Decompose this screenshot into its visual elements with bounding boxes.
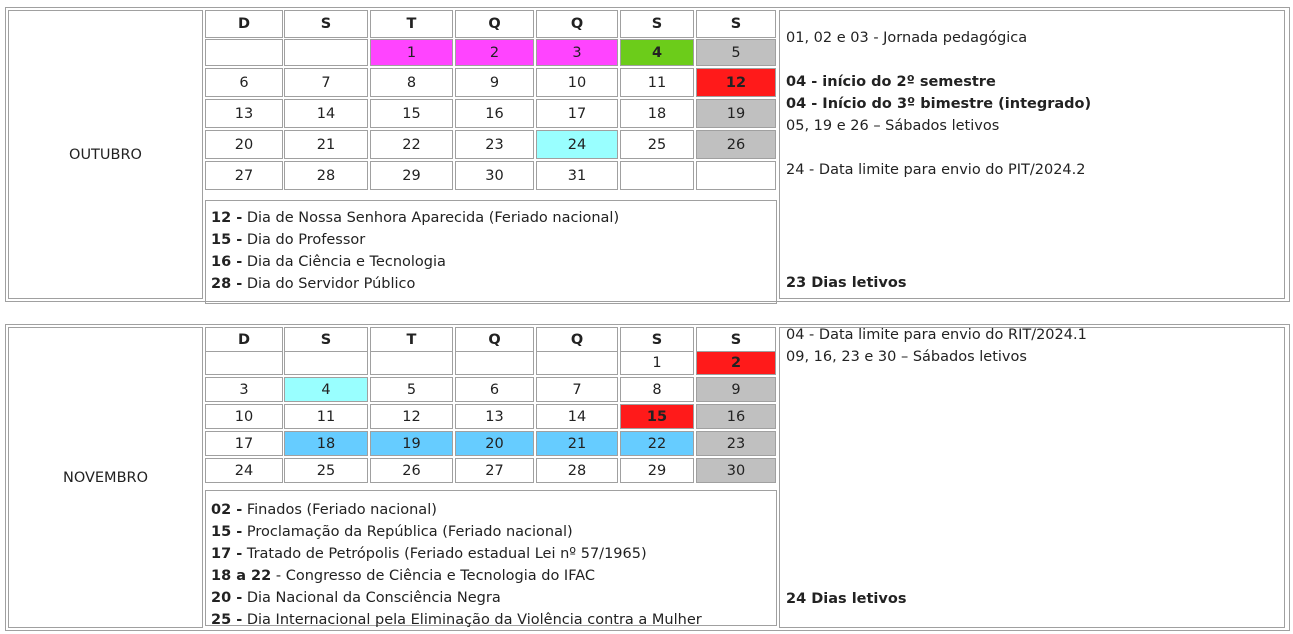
month-name: NOVEMBRO [62,469,149,486]
calendar-day: 23 [696,431,776,456]
legend-text: Tratado de Petrópolis (Feriado estadual Lei nº 57/1965) [242,546,647,562]
month-name: OUTUBRO [69,146,142,163]
note-item: 04 - início do 2º semestre [786,74,996,90]
calendar-day [370,351,453,375]
legend-date: 15 - [211,232,243,248]
calendar-day: 22 [370,130,453,159]
legend-date: 12 - [211,210,243,226]
calendar-day [536,351,618,375]
legend-item [211,565,776,587]
calendar-day: 30 [455,161,534,190]
legend-date: 02 - [211,502,243,518]
calendar-day: 8 [370,68,453,97]
calendar-day: 14 [284,99,368,128]
legend-date: 15 - [211,524,243,540]
weekday-header: D [205,10,283,38]
calendar-day: 28 [536,458,618,483]
calendar-day [696,161,776,190]
legend-text: Dia da Ciência e Tecnologia [242,254,446,270]
calendar-day: 29 [370,161,453,190]
legend-item [211,251,776,273]
calendar-day: 5 [696,39,776,66]
calendar-day: 2 [696,351,776,375]
calendar-day: 31 [536,161,618,190]
calendar-day: 16 [696,404,776,429]
calendar-day: 29 [620,458,694,483]
calendar-day: 11 [620,68,694,97]
legend-date: 28 - [211,276,243,292]
legend-item [211,499,776,521]
note-item [786,49,1091,71]
note-item: 04 - Início do 3º bimestre (integrado) [786,96,1092,112]
weekday-header: S [284,327,368,352]
note-item: 04 - Data limite para envio do RIT/2024.1 [786,327,1087,343]
weekday-header: Q [536,327,618,352]
calendar-day: 6 [205,68,283,97]
legend-text: Dia do Servidor Público [242,276,416,292]
calendar-day: 10 [536,68,618,97]
calendar-day: 18 [620,99,694,128]
legend-text: Dia Internacional pela Eliminação da Violência contra a Mulher [242,612,702,628]
calendar-day: 14 [536,404,618,429]
weekday-header: Q [536,10,618,38]
legend-text: - Congresso de Ciência e Tecnologia do IFAC [271,568,596,584]
weekday-header: S [696,327,776,352]
legend-item [211,521,776,543]
weekday-header: S [620,327,694,352]
calendar-day: 15 [370,99,453,128]
weekday-header: S [696,10,776,38]
note-item: 24 - Data limite para envio do PIT/2024.2 [786,162,1086,178]
holiday-legend [205,490,777,626]
legend-date: 16 - [211,254,243,270]
notes-panel [779,10,1285,299]
calendar-day: 6 [455,377,534,402]
calendar-day: 5 [370,377,453,402]
holiday-legend [205,200,777,304]
calendar-day: 23 [455,130,534,159]
calendar-day: 22 [620,431,694,456]
calendar-day: 7 [284,68,368,97]
calendar-day: 20 [455,431,534,456]
calendar-day [284,351,368,375]
weekday-header: T [370,10,453,38]
school-days-total: 24 Dias letivos [786,591,907,607]
legend-item [211,207,776,229]
legend-item [211,543,776,565]
calendar-day: 27 [205,161,283,190]
legend-item [211,587,776,609]
legend-text: Proclamação da República (Feriado nacional) [242,524,573,540]
month-block-novembro [5,324,1290,631]
calendar-day: 26 [696,130,776,159]
weekday-header: Q [455,10,534,38]
legend-date: 20 - [211,590,243,606]
calendar-day: 19 [370,431,453,456]
calendar-day: 21 [536,431,618,456]
calendar-day: 28 [284,161,368,190]
calendar-day: 24 [205,458,283,483]
month-name-cell [8,327,203,628]
weekday-header: S [620,10,694,38]
calendar-day: 7 [536,377,618,402]
calendar-day: 1 [370,39,453,66]
calendar-day: 15 [620,404,694,429]
calendar-day: 3 [205,377,283,402]
calendar-day: 3 [536,39,618,66]
calendar-day: 9 [696,377,776,402]
calendar-day: 8 [620,377,694,402]
calendar-day: 17 [205,431,283,456]
note-item: 05, 19 e 26 – Sábados letivos [786,118,1000,134]
legend-text: Dia Nacional da Consciência Negra [242,590,501,606]
calendar-day [455,351,534,375]
calendar-day: 25 [284,458,368,483]
calendar-day: 2 [455,39,534,66]
weekday-header: S [284,10,368,38]
month-name-cell [8,10,203,299]
calendar-day: 17 [536,99,618,128]
calendar-day: 12 [370,404,453,429]
calendar-day: 12 [696,68,776,97]
calendar-day [284,39,368,66]
legend-text: Finados (Feriado nacional) [242,502,437,518]
calendar-day: 13 [205,99,283,128]
calendar-day: 21 [284,130,368,159]
calendar-day: 20 [205,130,283,159]
legend-date: 17 - [211,546,243,562]
legend-text: Dia do Professor [242,232,366,248]
calendar-day [205,39,283,66]
school-days-total: 23 Dias letivos [786,275,907,291]
legend-item [211,609,776,631]
calendar-day: 26 [370,458,453,483]
legend-item [211,273,776,295]
calendar-day: 4 [284,377,368,402]
calendar-day [205,351,283,375]
month-block-outubro [5,7,1290,302]
calendar-day: 24 [536,130,618,159]
legend-date: 25 - [211,612,243,628]
calendar-day: 11 [284,404,368,429]
calendar-day: 16 [455,99,534,128]
calendar-day: 27 [455,458,534,483]
note-item: 09, 16, 23 e 30 – Sábados letivos [786,349,1027,365]
legend-date: 18 a 22 [211,568,272,584]
calendar-day [620,161,694,190]
calendar-day: 13 [455,404,534,429]
calendar-day: 18 [284,431,368,456]
calendar-day: 10 [205,404,283,429]
note-item [786,137,1091,159]
calendar-day: 1 [620,351,694,375]
note-item: 01, 02 e 03 - Jornada pedagógica [786,30,1028,46]
calendar-day: 25 [620,130,694,159]
calendar-day: 4 [620,39,694,66]
legend-item [211,229,776,251]
notes-panel [779,327,1285,628]
weekday-header: Q [455,327,534,352]
calendar-day: 30 [696,458,776,483]
calendar-day: 19 [696,99,776,128]
weekday-header: T [370,327,453,352]
calendar-day: 9 [455,68,534,97]
weekday-header: D [205,327,283,352]
legend-text: Dia de Nossa Senhora Aparecida (Feriado nacional) [242,210,620,226]
